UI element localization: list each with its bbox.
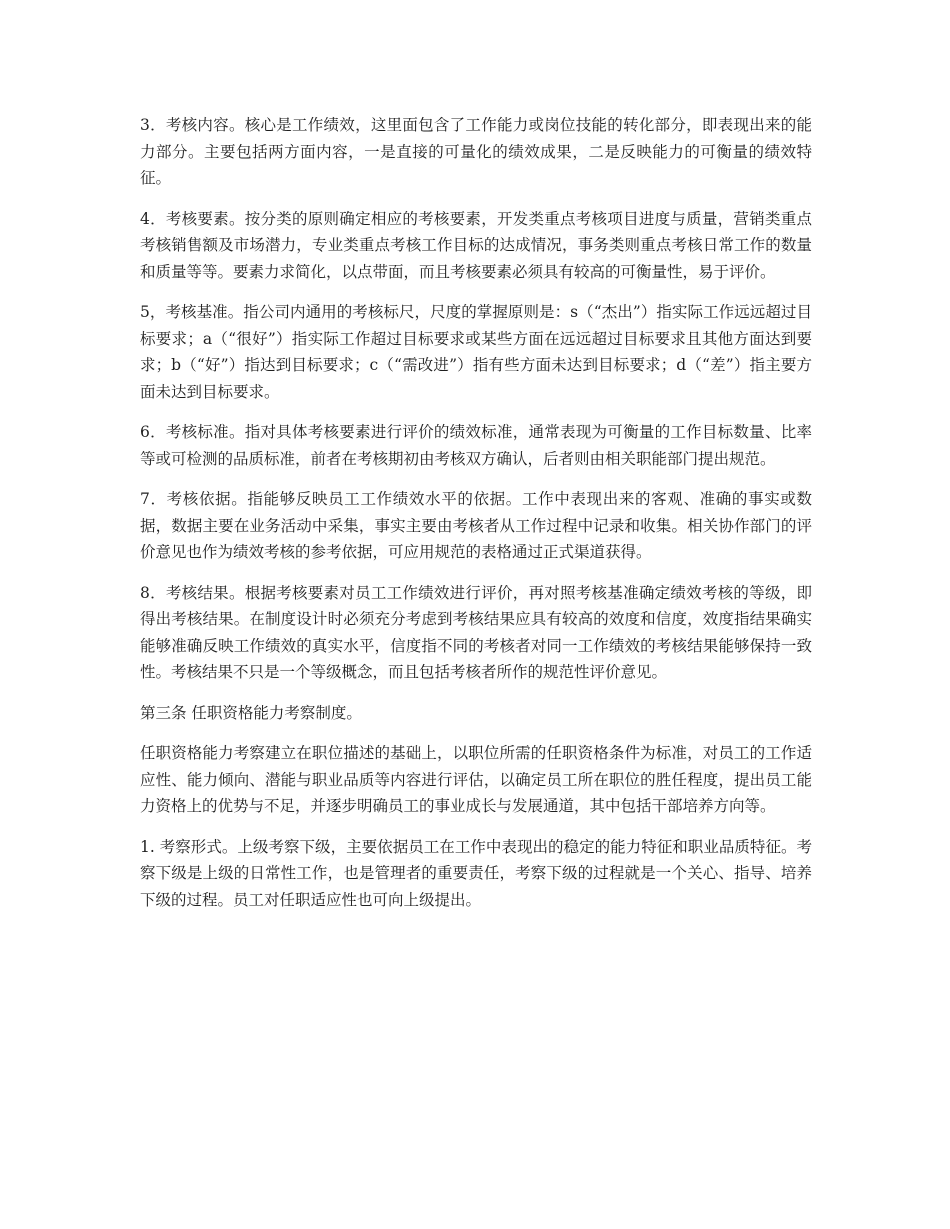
paragraph-assessment-basis: 7．考核依据。指能够反映员工工作绩效水平的依据。工作中表现出来的客观、准确的事实或数据，数据主要在业务活动中采集，事实主要由考核者从工作过程中记录和收集。相关协作部门的评价意见也作为绩效考核的参考依据，可应用规范的表格通过正式渠道获得。 <box>140 490 812 561</box>
section-heading-article-three: 第三条 任职资格能力考察制度。 <box>140 703 362 722</box>
document-body <box>140 112 812 927</box>
paragraph-inspection-form: 1. 考察形式。上级考察下级，主要依据员工在工作中表现出的稳定的能力特征和职业品质特征。考察下级是上级的日常性工作，也是管理者的重要责任，考察下级的过程就是一个关心、指导、培养下级的过程。员工对任职适应性也可向上级提出。 <box>140 837 813 909</box>
paragraph-assessment-result: 8．考核结果。根据考核要素对员工工作绩效进行评价，再对照考核基准确定绩效考核的等级，即得出考核结果。在制度设计时必须充分考虑到考核结果应具有较高的效度和信度，效度指结果确实能够准确反映工作绩效的真实水平，信度指不同的考核者对同一工作绩效的考核结果能够保持一致性。考核结果不只是一个等级概念，而且包括考核者所作的规范性评价意见。 <box>140 583 812 681</box>
paragraph-assessment-benchmark: 5，考核基准。指公司内通用的考核标尺，尺度的掌握原则是：s（“杰出”）指实际工作远远超过目标要求；a（“很好”）指实际工作超过目标要求或某些方面在远远超过目标要求且其他方面达到要求；b（“好”）指达到目标要求；c（“需改进”）指有些方面未达到目标要求；d（“差”）指主要方面未达到目标要求。 <box>140 303 812 401</box>
paragraph-assessment-standard: 6．考核标准。指对具体考核要素进行评价的绩效标准，通常表现为可衡量的工作目标数量、比率等或可检测的品质标准，前者在考核期初由考核双方确认，后者则由相关职能部门提出规范。 <box>140 423 812 468</box>
paragraph-assessment-content: 3．考核内容。核心是工作绩效，这里面包含了工作能力或岗位技能的转化部分，即表现出来的能力部分。主要包括两方面内容，一是直接的可量化的绩效成果，二是反映能力的可衡量的绩效特征。 <box>140 116 812 187</box>
paragraph-assessment-elements: 4．考核要素。按分类的原则确定相应的考核要素，开发类重点考核项目进度与质量，营销类重点考核销售额及市场潜力，专业类重点考核工作目标的达成情况，事务类则重点考核日常工作的数量和质量等等。要素力求简化，以点带面，而且考核要素必须具有较高的可衡量性，易于评价。 <box>140 209 812 281</box>
paragraph-qualification-intro: 任职资格能力考察建立在职位描述的基础上，以职位所需的任职资格条件为标准，对员工的工作适应性、能力倾向、潜能与职业品质等内容进行评估，以确定员工所在职位的胜任程度，提出员工能力资格上的优势与不足，并逐步明确员工的事业成长与发展通道，其中包括干部培养方向等。 <box>140 744 812 815</box>
